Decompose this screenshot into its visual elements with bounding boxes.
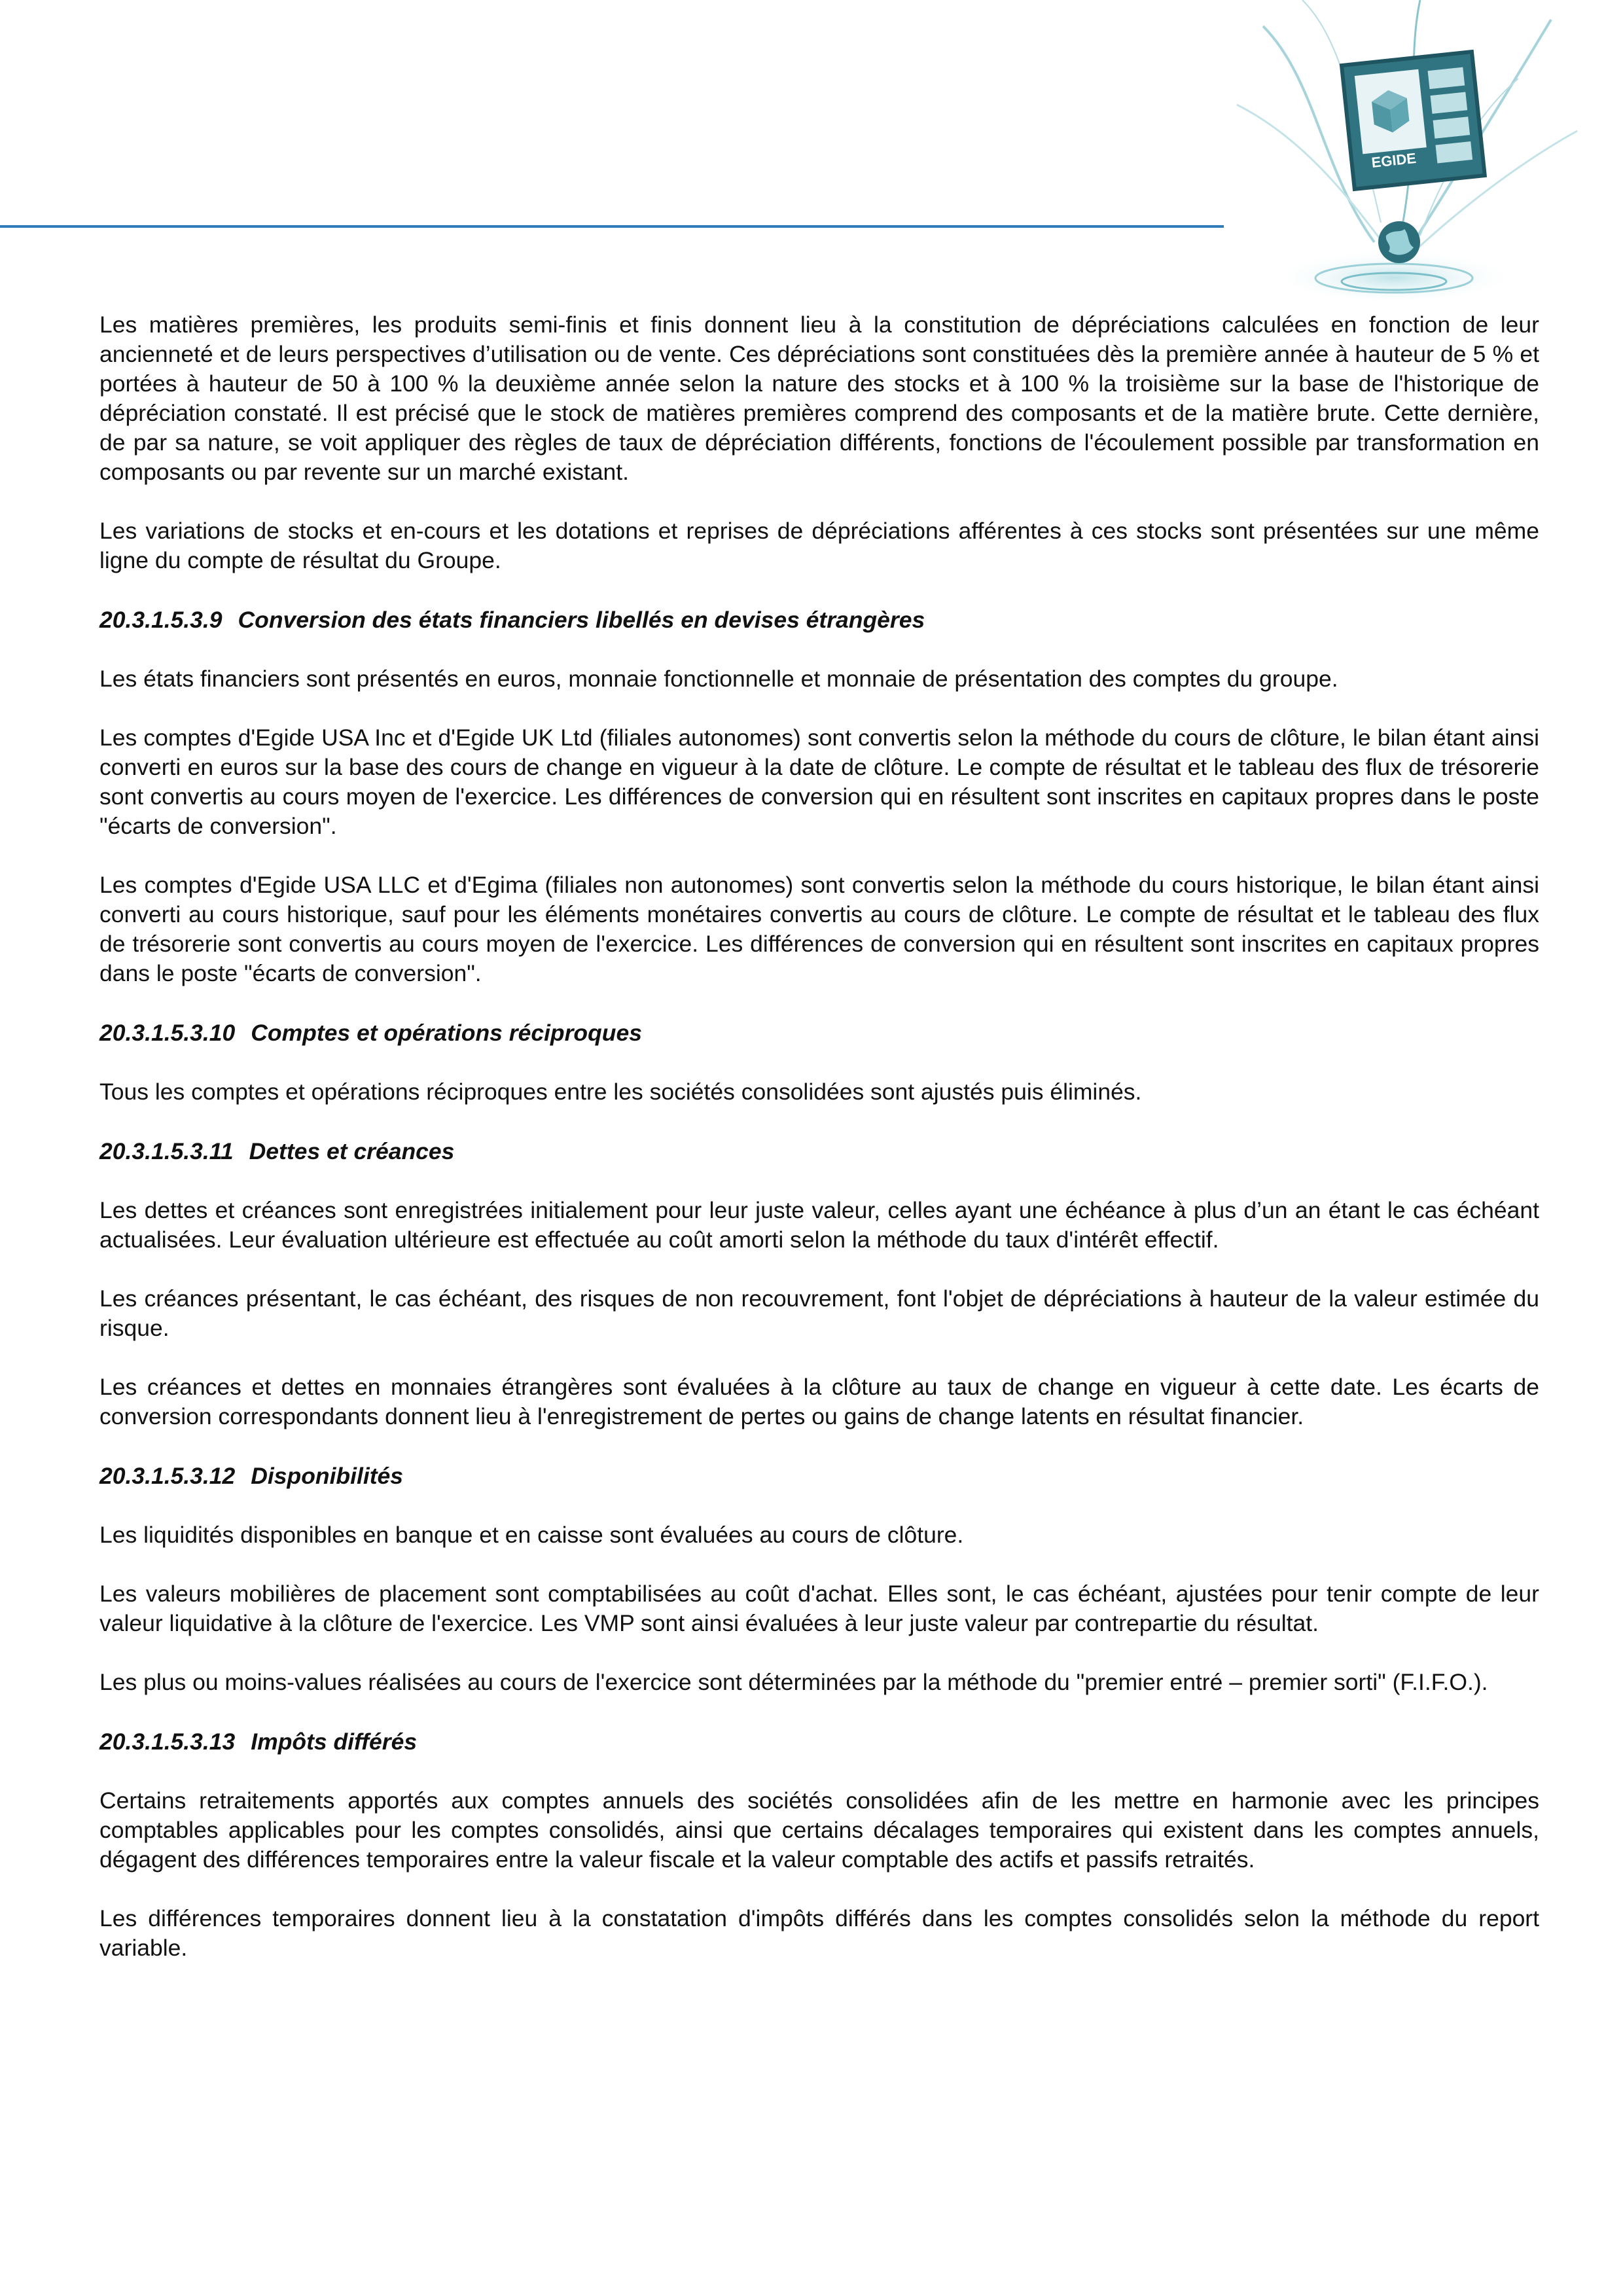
paragraph: Les créances présentant, le cas échéant, des risques de non recouvrement, font l'objet de dépréciations à hauteur de la valeur estimée du risque. bbox=[99, 1285, 1539, 1341]
section-title: Disponibilités bbox=[251, 1463, 404, 1489]
paragraph: Les valeurs mobilières de placement sont comptabilisées au coût d'achat. Elles sont, le cas échéant, ajustées pour tenir compte de leur valeur liquidative à la clôture de l'exercice. Les VMP sont ainsi évaluées à leur juste valeur par contrepartie du résultat. bbox=[99, 1581, 1539, 1636]
section-title: Comptes et opérations réciproques bbox=[251, 1020, 642, 1046]
paragraph: Les dettes et créances sont enregistrées initialement pour leur juste valeur, celles ayant une échéance à plus d’un an étant le cas échéant actualisées. Leur évaluation ultérieure est effectuée au coût amorti selon la méthode du taux d'intérêt effectif. bbox=[99, 1197, 1539, 1253]
paragraph: Les variations de stocks et en-cours et les dotations et reprises de dépréciations afférentes à ces stocks sont présentées sur une même ligne du compte de résultat du Groupe. bbox=[99, 518, 1539, 573]
paragraph: Les différences temporaires donnent lieu à la constatation d'impôts différés dans les comptes consolidés selon la méthode du report variable. bbox=[99, 1905, 1539, 1961]
section-heading bbox=[99, 1018, 1539, 1048]
header-rule bbox=[0, 225, 1224, 228]
section-heading bbox=[99, 1137, 1539, 1166]
section-number: 20.3.1.5.3.12 bbox=[99, 1463, 236, 1489]
section-title: Conversion des états financiers libellés en devises étrangères bbox=[238, 607, 925, 633]
document-body bbox=[99, 310, 1539, 1992]
paragraph: Les créances et dettes en monnaies étrangères sont évaluées à la clôture au taux de change en vigueur à cette date. Les écarts de conversion correspondants donnent lieu à l'enregistrement de pertes ou gains de change latents en résultat financier. bbox=[99, 1374, 1539, 1429]
paragraph: Les liquidités disponibles en banque et en caisse sont évaluées au cours de clôture. bbox=[99, 1522, 964, 1548]
section-heading bbox=[99, 1727, 1539, 1757]
paragraph: Les comptes d'Egide USA Inc et d'Egide UK Ltd (filiales autonomes) sont convertis selon la méthode du cours de clôture, le bilan étant ainsi converti en euros sur la base des cours de change en vigueur à la date de clôture. Le compte de résultat et le tableau des flux de trésorerie sont convertis au cours moyen de l'exercice. Les différences de conversion qui en résultent sont inscrites en capitaux propres dans le poste "écarts de conversion". bbox=[99, 725, 1539, 839]
section-number: 20.3.1.5.3.11 bbox=[99, 1138, 234, 1164]
paragraph: Les matières premières, les produits semi-finis et finis donnent lieu à la constitution de dépréciations calculées en fonction de leur ancienneté et de leurs perspectives d’utilisation ou de vente. Ces dépréciations sont constituées dès la première année à hauteur de 5 % et portées à hauteur de 50 à 100 % la deuxième année selon la nature des stocks et à 100 % la troisième sur la base de l'historique de dépréciation constaté. Il est précisé que le stock de matières premières comprend des composants et de la matière brute. Cette dernière, de par sa nature, se voit appliquer des règles de taux de dépréciation différents, fonctions de l'écoulement possible par transformation en composants ou par revente sur un marché existant. bbox=[99, 312, 1539, 485]
section-heading bbox=[99, 1462, 1539, 1491]
logo-text: EGIDE bbox=[1370, 149, 1418, 171]
paragraph: Certains retraitements apportés aux comptes annuels des sociétés consolidées afin de les mettre en harmonie avec les principes comptables applicables pour les comptes consolidés, ainsi que certains décalages temporaires qui existent dans les comptes annuels, dégagent des différences temporaires entre la valeur fiscale et la valeur comptable des actifs et passifs retraités. bbox=[99, 1787, 1539, 1873]
section-title: Impôts différés bbox=[251, 1729, 418, 1755]
paragraph: Les plus ou moins-values réalisées au cours de l'exercice sont déterminées par la méthode du "premier entré – premier sorti" (F.I.F.O.). bbox=[99, 1669, 1488, 1695]
egide-chip-logo-icon bbox=[1224, 0, 1590, 308]
section-number: 20.3.1.5.3.13 bbox=[99, 1729, 236, 1755]
paragraph: Les comptes d'Egide USA LLC et d'Egima (filiales non autonomes) sont convertis selon la méthode du cours historique, le bilan étant ainsi converti au cours historique, sauf pour les éléments monétaires convertis au cours de clôture. Le compte de résultat et le tableau des flux de trésorerie sont convertis au cours moyen de l'exercice. Les différences de conversion qui en résultent sont inscrites en capitaux propres dans le poste "écarts de conversion". bbox=[99, 872, 1539, 986]
section-heading bbox=[99, 605, 1539, 635]
section-number: 20.3.1.5.3.10 bbox=[99, 1020, 236, 1046]
section-title: Dettes et créances bbox=[249, 1138, 455, 1164]
paragraph: Les états financiers sont présentés en euros, monnaie fonctionnelle et monnaie de présentation des comptes du groupe. bbox=[99, 666, 1338, 692]
paragraph: Tous les comptes et opérations réciproques entre les sociétés consolidées sont ajustés puis éliminés. bbox=[99, 1079, 1142, 1105]
section-number: 20.3.1.5.3.9 bbox=[99, 607, 223, 633]
